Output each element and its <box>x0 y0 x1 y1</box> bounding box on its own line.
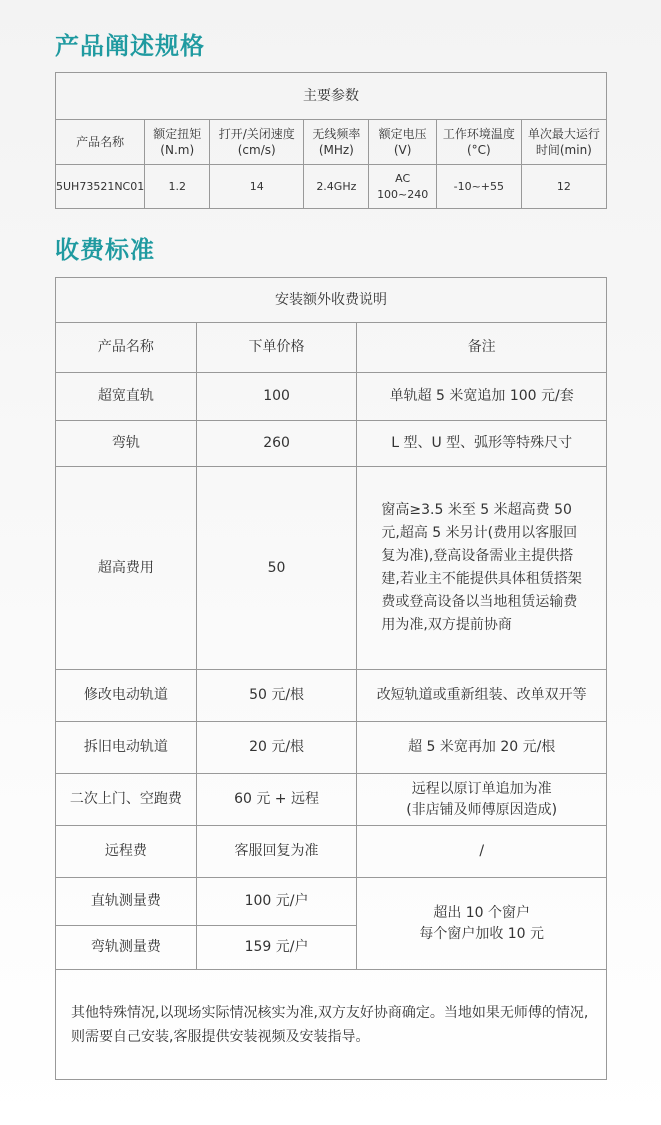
spec-header-torque: 额定扭矩 (N.m) <box>145 120 210 165</box>
table-row <box>56 467 607 670</box>
fee-price: 客服回复为准 <box>196 826 357 878</box>
fee-price: 50 元/根 <box>196 670 357 722</box>
spec-table <box>55 72 607 209</box>
fee-name: 弯轨测量费 <box>56 926 197 970</box>
fee-name: 修改电动轨道 <box>56 670 197 722</box>
table-row <box>56 670 607 722</box>
spec-table-caption: 主要参数 <box>56 73 607 120</box>
measure-note: 超出 10 个窗户 每个窗户加收 10 元 <box>357 878 607 970</box>
fee-name: 超高费用 <box>56 467 197 670</box>
fee-name: 二次上门、空跑费 <box>56 774 197 826</box>
spec-header-speed: 打开/关闭速度 (cm/s) <box>210 120 304 165</box>
fee-price: 260 <box>196 421 357 467</box>
fee-header-price: 下单价格 <box>196 323 357 373</box>
spec-cell-speed: 14 <box>210 165 304 209</box>
fee-header-note: 备注 <box>357 323 607 373</box>
spec-cell-frequency: 2.4GHz <box>304 165 369 209</box>
table-row <box>56 722 607 774</box>
fee-footer-note: 其他特殊情况,以现场实际情况核实为准,双方友好协商确定。当地如果无师傅的情况,则需要自己安装,客服提供安装视频及安装指导。 <box>56 970 607 1080</box>
fee-table <box>55 277 607 1080</box>
table-row <box>56 774 607 826</box>
table-row <box>56 421 607 467</box>
fee-note: L 型、U 型、弧形等特殊尺寸 <box>357 421 607 467</box>
fee-note: 超 5 米宽再加 20 元/根 <box>357 722 607 774</box>
table-row <box>56 878 607 926</box>
fee-price: 159 元/户 <box>196 926 357 970</box>
fee-name: 拆旧电动轨道 <box>56 722 197 774</box>
spec-cell-runtime: 12 <box>521 165 606 209</box>
fee-price: 100 元/户 <box>196 878 357 926</box>
spec-header-runtime: 单次最大运行 时间(min) <box>521 120 606 165</box>
fee-price: 20 元/根 <box>196 722 357 774</box>
fee-note: / <box>357 826 607 878</box>
fee-name: 超宽直轨 <box>56 373 197 421</box>
table-row <box>56 373 607 421</box>
fee-price: 50 <box>196 467 357 670</box>
spec-cell-voltage: AC 100~240 <box>369 165 436 209</box>
table-row <box>56 826 607 878</box>
spec-cell-name: 5UH73521NC01 <box>56 165 145 209</box>
fee-section-title: 收费标准 <box>55 236 155 264</box>
spec-cell-torque: 1.2 <box>145 165 210 209</box>
fee-name: 远程费 <box>56 826 197 878</box>
fee-price: 60 元 + 远程 <box>196 774 357 826</box>
spec-section-title: 产品阐述规格 <box>55 32 205 60</box>
spec-cell-temperature: -10~+55 <box>436 165 521 209</box>
fee-name: 弯轨 <box>56 421 197 467</box>
spec-header-frequency: 无线频率 (MHz) <box>304 120 369 165</box>
fee-price: 100 <box>196 373 357 421</box>
spec-header-voltage: 额定电压 (V) <box>369 120 436 165</box>
fee-note: 窗高≥3.5 米至 5 米超高费 50 元,超高 5 米另计(费用以客服回复为准),登高设备需业主提供搭建,若业主不能提供具体租赁搭架费或登高设备以当地租赁运输费用为准,双方提前协商 <box>357 467 607 670</box>
fee-table-caption: 安装额外收费说明 <box>56 278 607 323</box>
fee-note: 远程以原订单追加为准 (非店铺及师傅原因造成) <box>357 774 607 826</box>
fee-note: 改短轨道或重新组装、改单双开等 <box>357 670 607 722</box>
spec-header-name: 产品名称 <box>56 120 145 165</box>
fee-note: 单轨超 5 米宽追加 100 元/套 <box>357 373 607 421</box>
fee-name: 直轨测量费 <box>56 878 197 926</box>
spec-header-temperature: 工作环境温度 (°C) <box>436 120 521 165</box>
fee-header-name: 产品名称 <box>56 323 197 373</box>
